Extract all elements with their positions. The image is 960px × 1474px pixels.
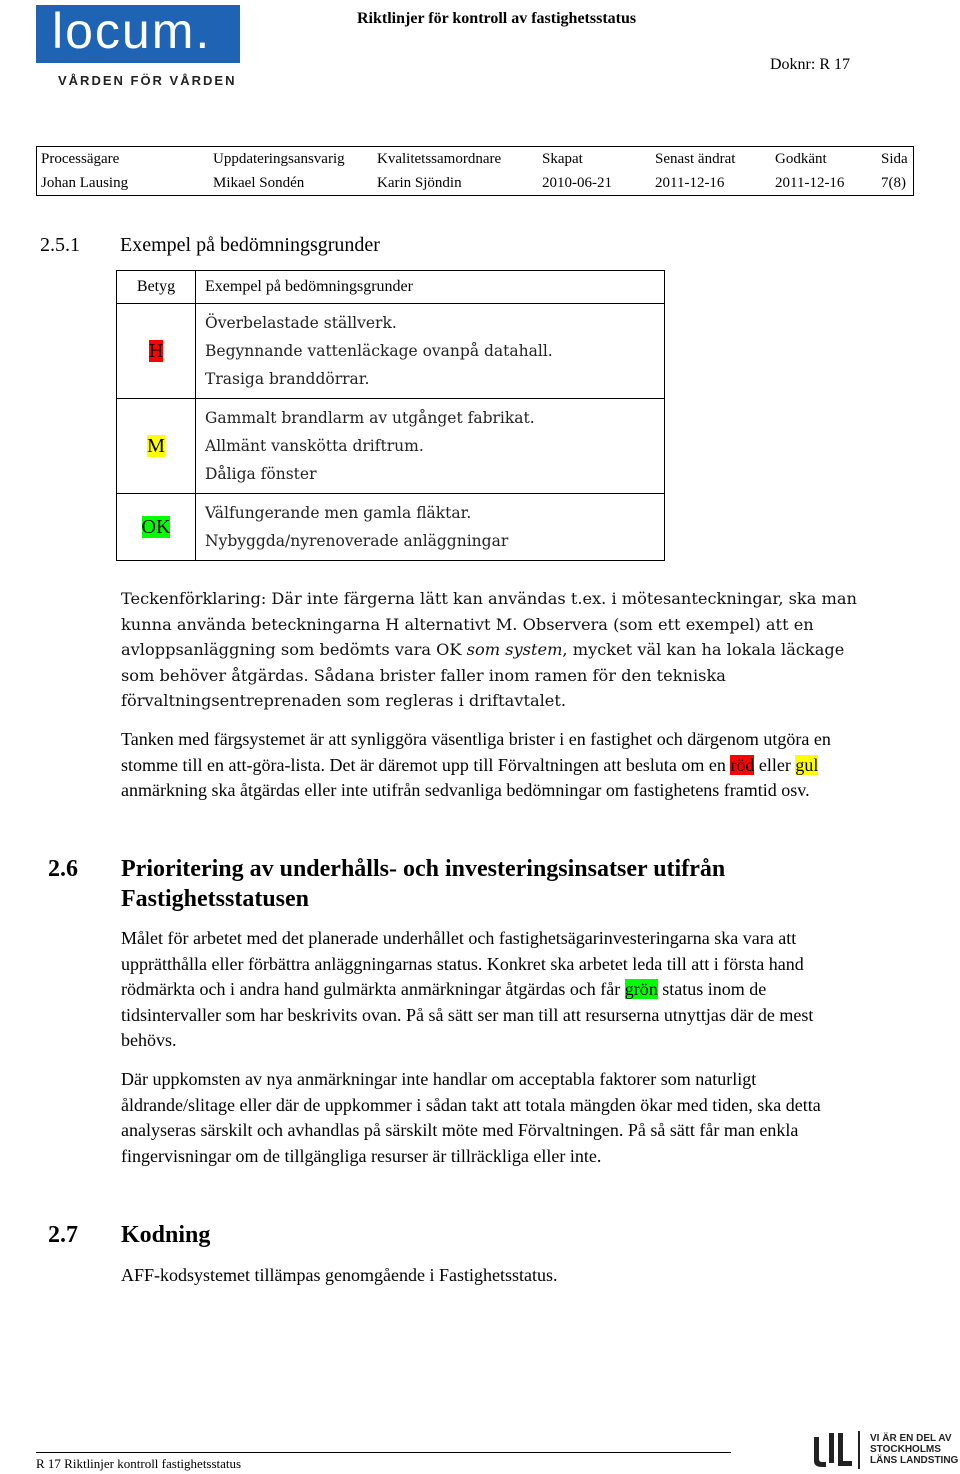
document-number: Doknr: R 17 <box>770 56 850 73</box>
section-2-6-heading <box>48 854 848 916</box>
sll-logo-icon <box>812 1431 862 1469</box>
meta-value: Karin Sjöndin <box>377 175 462 191</box>
grade-m: M <box>147 434 165 457</box>
betyg-header: Betyg <box>117 271 196 304</box>
section-number: 2.7 <box>48 1222 78 1248</box>
meta-value: Johan Lausing <box>41 175 129 191</box>
section-title: Kodning <box>121 1222 211 1248</box>
criteria-cell <box>196 304 665 399</box>
meta-value: 2011-12-16 <box>775 175 845 191</box>
criteria-cell <box>196 399 665 494</box>
logo-text: locum. <box>52 3 212 59</box>
grade-cell-h <box>117 304 196 399</box>
meta-label: Sida <box>881 151 908 167</box>
section-2-7-paragraph: AFF-kodsystemet tillämpas genomgående i Fastighetsstatus. <box>121 1265 558 1285</box>
meta-label: Skapat <box>542 151 583 167</box>
criteria-line: Gammalt brandlarm av utgånget fabrikat. <box>205 409 535 427</box>
meta-label: Senast ändrat <box>655 151 736 167</box>
criteria-line: Begynnande vattenläckage ovanpå datahall. <box>205 342 553 360</box>
purpose-text-end: anmärkning ska åtgärdas eller inte utifrån sedvanliga bedömningar om fastighetens framtid osv. <box>121 780 810 801</box>
section-2-7-heading <box>48 1220 448 1250</box>
section-2-6-paragraph-2: Där uppkomsten av nya anmärkningar inte handlar om acceptabla faktorer som naturligt åldrande/slitage eller där de uppkommer i sådan takt att totala mängden ökar med tiden, ska detta analyseras särskilt och avhandlas på särskilt möte med Förvaltningen. På så sätt får man enkla fingervisningar om de tillgängliga resurser är tillräckliga eller inte. <box>121 1069 821 1166</box>
criteria-line: Allmänt vanskötta driftrum. <box>205 437 424 455</box>
meta-table <box>36 146 914 196</box>
legend-text-end: , mycket väl kan ha lokala läckage som behöver åtgärdas. Sådana brister faller inom ramen för den tekniska förvaltningsentreprenaden som regleras i driftavtalet. <box>121 640 845 711</box>
yellow-word: gul <box>795 754 819 775</box>
red-word: röd <box>730 754 755 775</box>
sll-line: VI ÄR EN DEL AV <box>870 1433 952 1444</box>
green-word: grön <box>624 979 658 1000</box>
meta-labels-row <box>37 147 914 172</box>
paragraph-text-end: status inom de tidsintervaller som har beskrivits ovan. På så sätt ser man till att resurserna utnyttjas där de mest behövs. <box>121 979 814 1051</box>
section-title: Prioritering av underhålls- och investeringsinsatser utifrån Fastighetsstatusen <box>121 856 726 912</box>
sll-text <box>870 1433 958 1466</box>
criteria-header: Exempel på bedömningsgrunder <box>196 271 665 304</box>
section-number: 2.6 <box>48 856 78 882</box>
table-header-row <box>117 271 665 304</box>
meta-value: 2011-12-16 <box>655 175 725 191</box>
section-2-5-1-heading <box>40 234 380 257</box>
criteria-line: Välfungerande men gamla fläktar. <box>205 504 472 522</box>
grade-cell-ok <box>117 494 196 561</box>
meta-value: Mikael Sondén <box>213 175 305 191</box>
meta-label: Godkänt <box>775 151 827 167</box>
meta-value: 2010-06-21 <box>542 175 612 191</box>
paragraph-text: Målet för arbetet med det planerade underhållet och fastighetsägarinvesteringarna ska vara att upprätthålla eller förbättra anläggningarnas status. Konkret ska arbetet leda till att i första hand rödmärkta och i andra hand gulmärkta anmärkningar åtgärdas och får <box>121 928 804 1000</box>
sll-line: LÄNS LANDSTING <box>870 1455 959 1466</box>
footer-text: R 17 Riktlinjer kontroll fastighetsstatus <box>36 1456 242 1471</box>
table-row <box>117 399 665 494</box>
section-title: Exempel på bedömningsgrunder <box>120 234 380 256</box>
grade-cell-m <box>117 399 196 494</box>
criteria-line: Överbelastade ställverk. <box>205 314 397 332</box>
legend-paragraph <box>121 586 861 714</box>
meta-label: Kvalitetssamordnare <box>377 151 502 167</box>
document-title: Riktlinjer för kontroll av fastighetsstatus <box>357 10 637 27</box>
assessment-table <box>116 270 665 561</box>
meta-values-row <box>37 171 914 196</box>
sll-line: STOCKHOLMS <box>870 1444 941 1455</box>
meta-label: Uppdateringsansvarig <box>213 151 345 167</box>
grade-h: H <box>148 339 164 362</box>
table-row <box>117 494 665 561</box>
section-2-6-paragraph-1 <box>121 926 861 1054</box>
criteria-line: Nybyggda/nyrenoverade anläggningar <box>205 532 509 550</box>
grade-ok: OK <box>141 515 171 538</box>
purpose-paragraph <box>121 727 861 804</box>
meta-label: Processägare <box>41 151 120 167</box>
footer-divider <box>36 1452 731 1453</box>
table-row <box>117 304 665 399</box>
meta-value: 7(8) <box>881 175 906 191</box>
logo-tagline: VÅRDEN FÖR VÅRDEN <box>58 73 237 88</box>
legend-italic: som system <box>466 640 563 660</box>
purpose-text-mid: eller <box>754 754 796 775</box>
legend-text: Teckenförklaring: Där inte färgerna lätt kan användas t.ex. i mötesanteckningar, ska man kunna använda beteckningarna H alternativt M. Observera (som ett exempel) att en avloppsanläggning som bedömts vara OK <box>121 589 857 660</box>
criteria-line: Trasiga branddörrar. <box>205 370 370 388</box>
section-number: 2.5.1 <box>40 234 80 256</box>
purpose-text: Tanken med färgsystemet är att synliggöra väsentliga brister i en fastighet och därgenom utgöra en stomme till en att-göra-lista. Det är däremot upp till Förvaltningen att besluta om en <box>121 729 831 775</box>
criteria-line: Dåliga fönster <box>205 465 317 483</box>
criteria-cell <box>196 494 665 561</box>
